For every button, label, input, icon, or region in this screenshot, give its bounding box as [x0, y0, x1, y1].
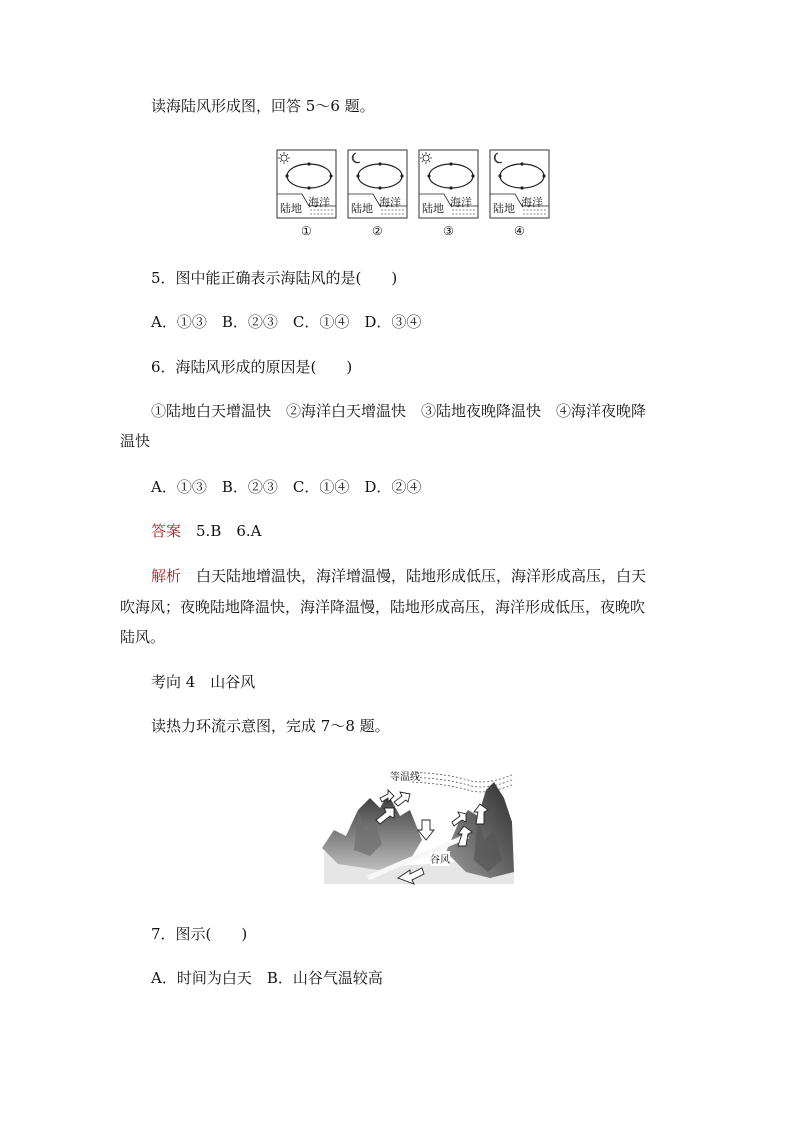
- answer-label: 答案: [151, 522, 182, 540]
- analysis-line-3: 陆风。: [120, 628, 166, 646]
- question-6-items-line1: ①陆地白天增温快 ②海洋白天增温快 ③陆地夜晚降温快 ④海洋夜晚降: [151, 402, 647, 420]
- panel-1-sea-label: 海洋: [308, 196, 330, 209]
- reading-intro-1: 读海陆风形成图，回答 5～6 题。: [151, 97, 375, 115]
- question-6-stem: 6．海陆风形成的原因是( ): [151, 358, 353, 376]
- question-6-items-line2: 温快: [120, 432, 151, 450]
- answer-line: [151, 521, 262, 541]
- panel-1-number: ①: [301, 224, 312, 238]
- reading-intro-2: 读热力环流示意图，完成 7～8 题。: [151, 717, 390, 735]
- analysis-text-1: 白天陆地增温快，海洋增温慢，陆地形成低压，海洋形成高压，白天: [181, 567, 647, 585]
- valley-wind-label: 谷风: [430, 851, 450, 866]
- panel-2-number: ②: [372, 224, 383, 238]
- circulation-ellipse-4: [500, 164, 544, 188]
- isotherm-lines: [412, 772, 514, 792]
- panel-2-sea-label: 海洋: [379, 196, 401, 209]
- panel-4-sea-label: 海洋: [521, 196, 543, 209]
- moon-icon: [494, 153, 502, 163]
- panel-4-land-label: 陆地: [493, 202, 515, 215]
- moon-icon: [352, 153, 360, 163]
- panel-2-land-label: 陆地: [351, 202, 373, 215]
- panel-1-land-label: 陆地: [280, 202, 302, 215]
- panel-3-sea-label: 海洋: [450, 196, 472, 209]
- answer-text: 5.B 6.A: [181, 522, 262, 540]
- valley-wind-figure: [318, 760, 518, 888]
- land-sea-breeze-figure: [276, 149, 552, 241]
- circulation-ellipse-3: [429, 164, 473, 188]
- question-7-options: A．时间为白天 B．山谷气温较高: [151, 969, 383, 987]
- sun-icon: [420, 152, 432, 164]
- analysis-line-1: [151, 566, 646, 586]
- panel-3-land-label: 陆地: [422, 202, 444, 215]
- circulation-ellipse-2: [358, 164, 402, 188]
- analysis-line-2: 吹海风；夜晚陆地降温快，海洋降温慢，陆地形成高压，海洋形成低压，夜晚吹: [120, 598, 646, 616]
- section-heading: 考向 4 山谷风: [151, 673, 256, 691]
- question-5-options: A．①③ B．②③ C．①④ D．③④: [151, 313, 422, 331]
- isotherm-label: 等温线: [390, 772, 420, 783]
- sun-icon: [278, 152, 290, 164]
- question-7-stem: 7．图示( ): [151, 925, 248, 943]
- arrow-icon: [394, 792, 410, 806]
- question-5-stem: 5．图中能正确表示海陆风的是( ): [151, 269, 398, 287]
- question-6-options: A．①③ B．②③ C．①④ D．②④: [151, 478, 422, 496]
- panel-4-number: ④: [514, 224, 525, 238]
- circulation-ellipse-1: [287, 164, 331, 188]
- analysis-label: 解析: [151, 567, 182, 585]
- panel-3-number: ③: [443, 224, 454, 238]
